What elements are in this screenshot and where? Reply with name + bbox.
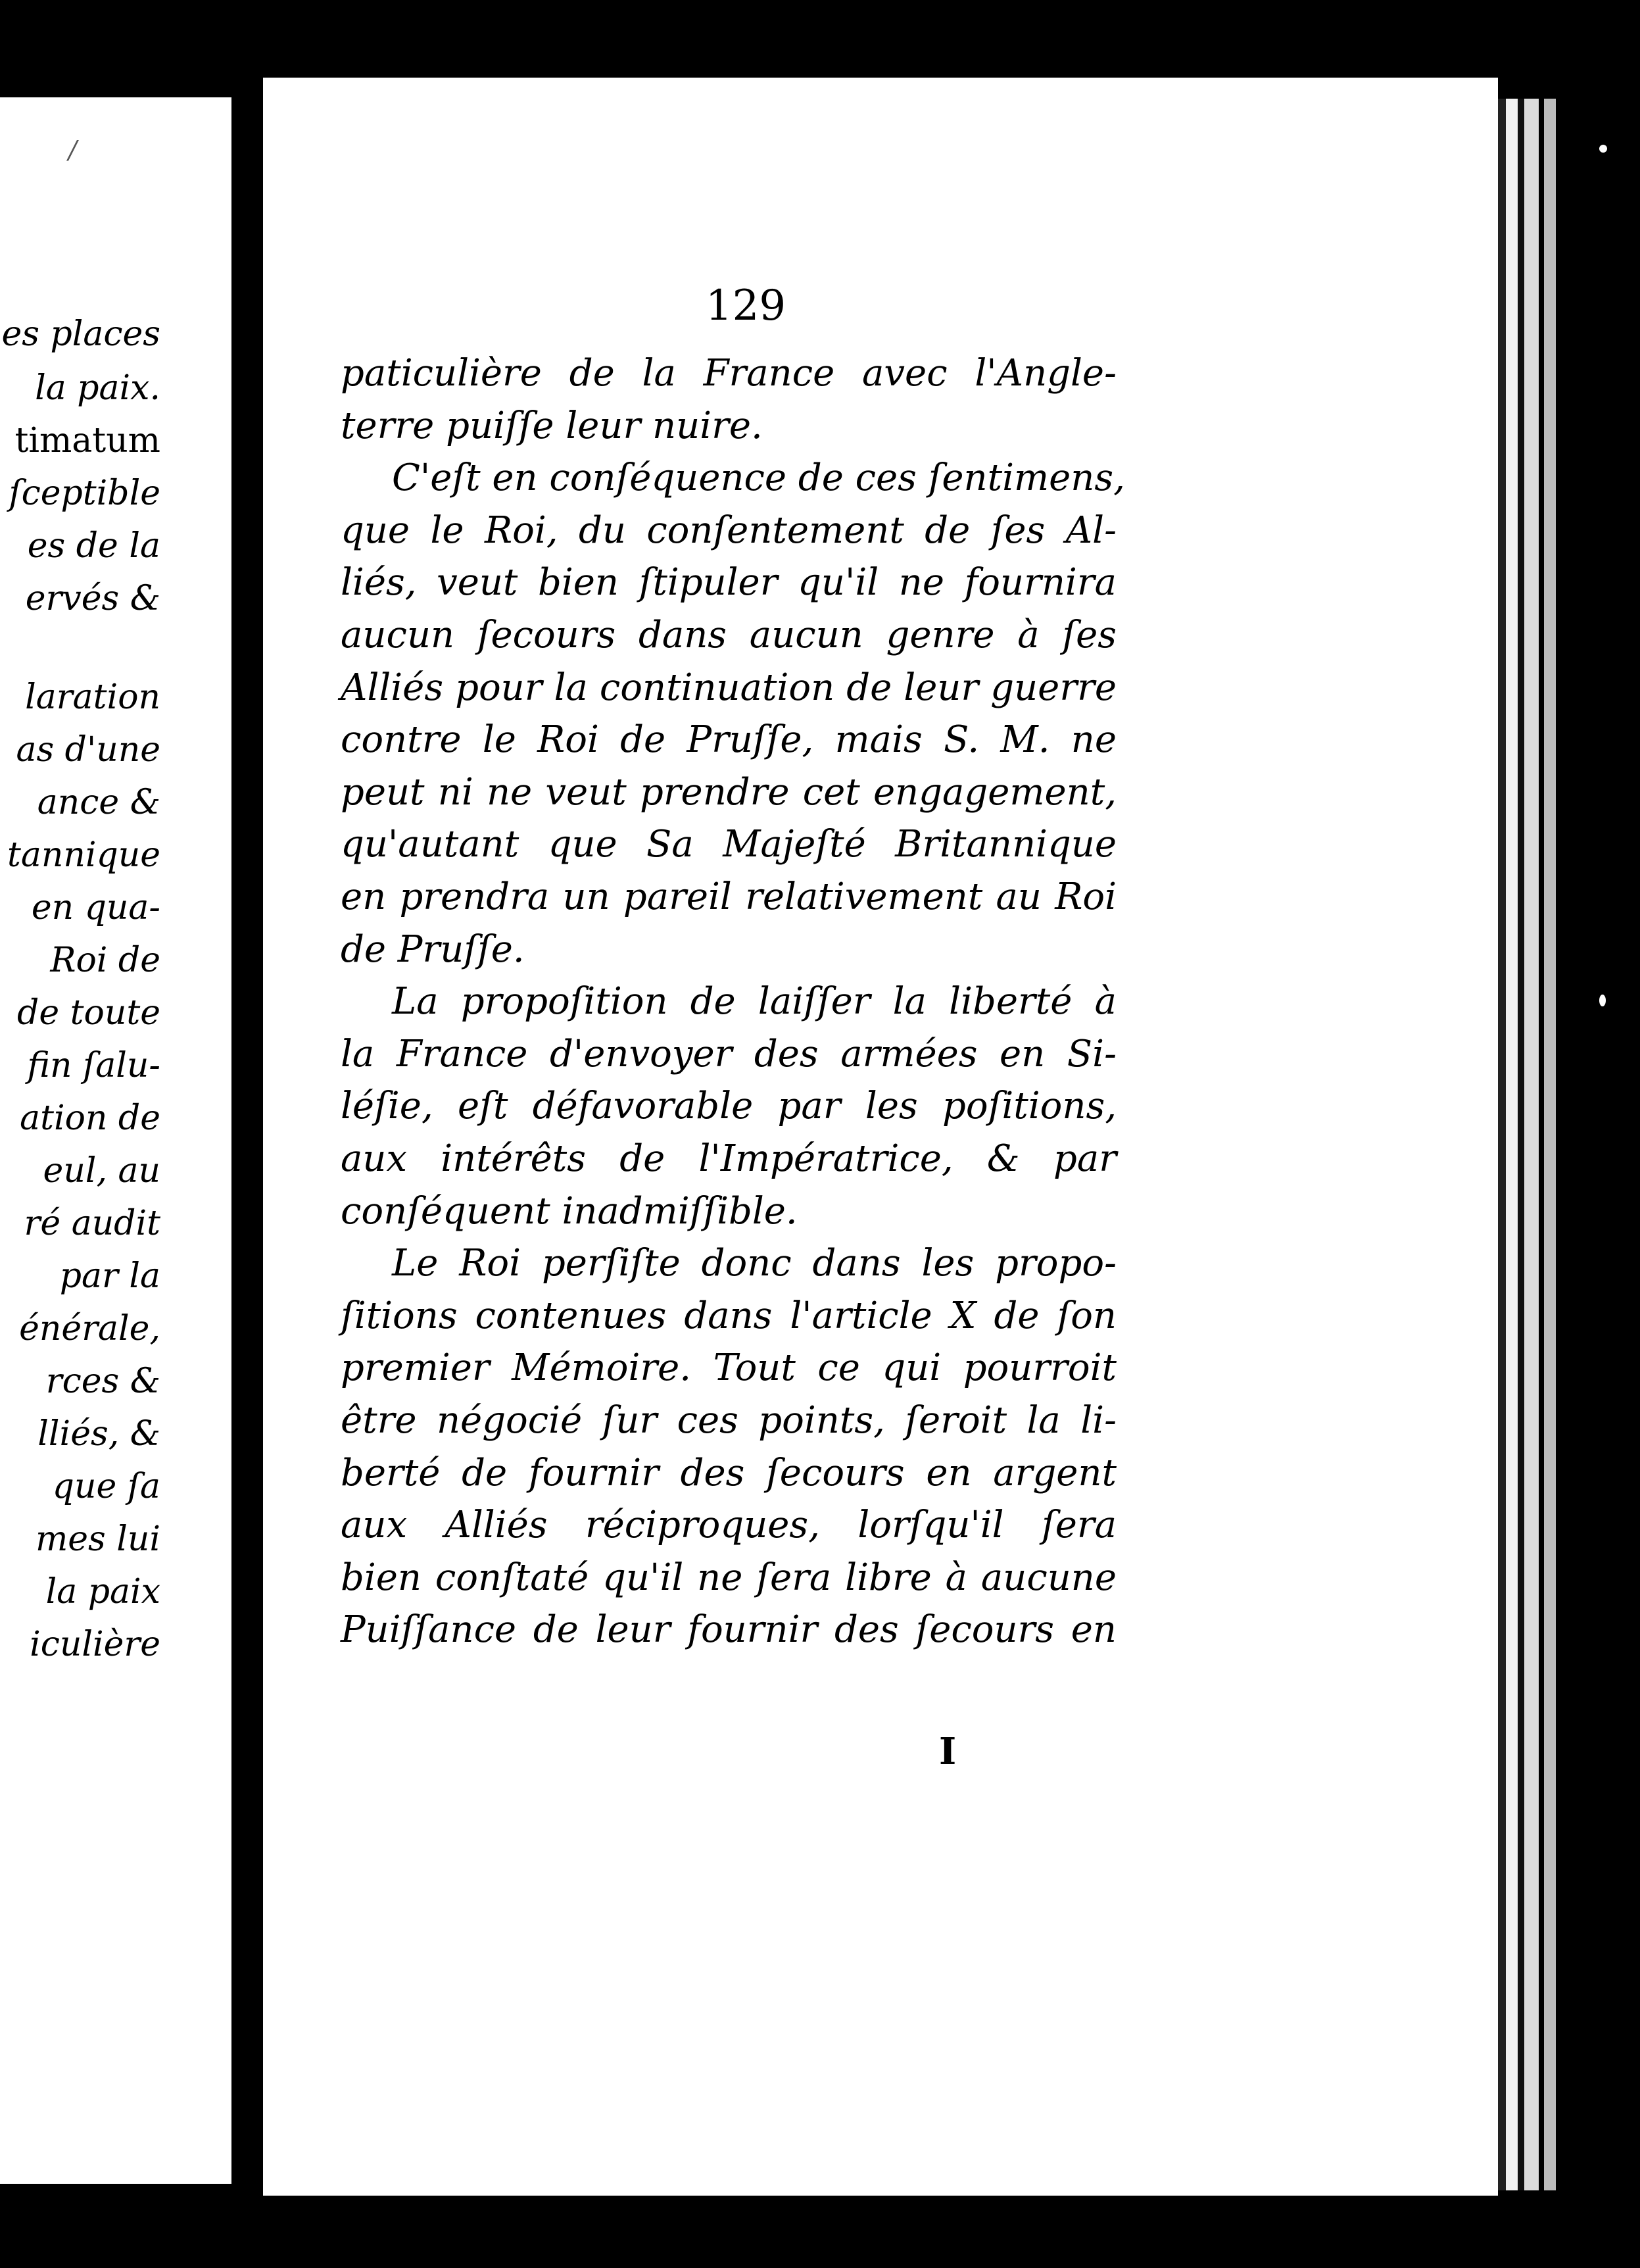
body-line: qu'autant que Sa Majeſté Britannique	[341, 823, 1117, 866]
left-page-line: tannique	[7, 835, 160, 875]
left-page-line: iculière	[30, 1625, 160, 1664]
left-page-line: timatum	[14, 421, 160, 460]
body-line: la France d'envoyer des armées en Si-	[341, 1033, 1117, 1075]
left-page-line: es places	[1, 314, 160, 354]
left-page-line: as d'une	[16, 730, 160, 770]
main-page	[263, 78, 1498, 2196]
page-edge	[1498, 99, 1506, 2190]
body-line: être négocié ſur ces points, ſeroit la li-	[341, 1399, 1117, 1442]
body-line: bien conſtaté qu'il ne ſera libre à aucune	[341, 1556, 1117, 1599]
body-line: paticulière de la France avec l'Angle-	[341, 352, 1117, 395]
body-line: ſitions contenues dans l'article X de ſon	[341, 1294, 1117, 1337]
left-page-line: ance &	[37, 783, 160, 822]
left-page-line: par la	[59, 1256, 160, 1296]
left-page-line: mes lui	[35, 1519, 160, 1559]
page-edge	[1518, 99, 1524, 2190]
facing-left-page	[0, 97, 231, 2184]
left-page-line: la paix.	[35, 368, 160, 408]
body-line: berté de fournir des ſecours en argent	[341, 1452, 1117, 1494]
left-page-line: la paix	[45, 1572, 160, 1612]
body-line: Le Roi perſiſte donc dans les propo-	[392, 1242, 1117, 1285]
page-edge	[1556, 99, 1560, 2190]
left-page-line: laration	[25, 678, 160, 717]
book-gutter	[231, 72, 263, 2209]
left-page-line: rces &	[45, 1362, 160, 1401]
body-line: aux Alliés réciproques, lorſqu'il ſera	[341, 1504, 1117, 1546]
body-line: Puiſſance de leur fournir des ſecours en	[341, 1608, 1117, 1651]
page-number: 129	[705, 282, 786, 330]
left-page-line: de toute	[17, 993, 160, 1033]
body-line: aucun ſecours dans aucun genre à ſes	[341, 614, 1117, 656]
page-edge	[1539, 99, 1544, 2190]
page-edge	[1506, 99, 1518, 2190]
body-line: liés, veut bien ſtipuler qu'il ne fournira	[341, 561, 1117, 604]
dust-speck	[1599, 995, 1606, 1006]
body-line: peut ni ne veut prendre cet engagement,	[341, 771, 1117, 814]
left-page-line: lliés, &	[37, 1414, 160, 1454]
body-line: terre puiſſe leur nuire.	[341, 405, 763, 447]
body-line: conſéquent inadmiſſible.	[341, 1190, 798, 1233]
body-line: en prendra un pareil relativement au Roi	[341, 875, 1117, 918]
left-page-line: ſceptible	[9, 474, 160, 513]
body-line: léſie, eſt défavorable par les poſitions,	[341, 1085, 1117, 1127]
left-page-line: Roi de	[50, 941, 160, 980]
left-page-line: es de la	[27, 526, 160, 566]
body-line: de Pruſſe.	[341, 928, 525, 971]
body-line: premier Mémoire. Tout ce qui pourroit	[341, 1346, 1117, 1389]
left-page-line: eul, au	[43, 1151, 160, 1191]
body-line: C'eſt en conſéquence de ces ſentimens,	[392, 456, 1125, 499]
page-edge	[1544, 99, 1556, 2190]
left-page-line: fin ſalu-	[27, 1046, 160, 1085]
dust-speck	[1599, 145, 1607, 153]
left-page-mark: /	[68, 136, 77, 164]
left-page-line: ré audit	[24, 1204, 160, 1243]
body-line: La propoſition de laiſſer la liberté à	[392, 980, 1117, 1023]
left-page-line: ervés &	[25, 579, 160, 618]
left-page-line: énérale,	[19, 1309, 160, 1348]
body-line: Alliés pour la continuation de leur guerre	[341, 666, 1117, 709]
body-line: aux intérêts de l'Impératrice, & par	[341, 1137, 1117, 1180]
page-edge	[1524, 99, 1539, 2190]
body-line: contre le Roi de Pruſſe, mais S. M. ne	[341, 718, 1117, 761]
signature-mark: I	[939, 1730, 957, 1773]
body-line: que le Roi, du conſentement de ſes Al-	[341, 509, 1117, 552]
left-page-line: que ſa	[52, 1467, 160, 1506]
left-page-line: ation de	[20, 1098, 160, 1138]
left-page-line: en qua-	[31, 888, 160, 927]
